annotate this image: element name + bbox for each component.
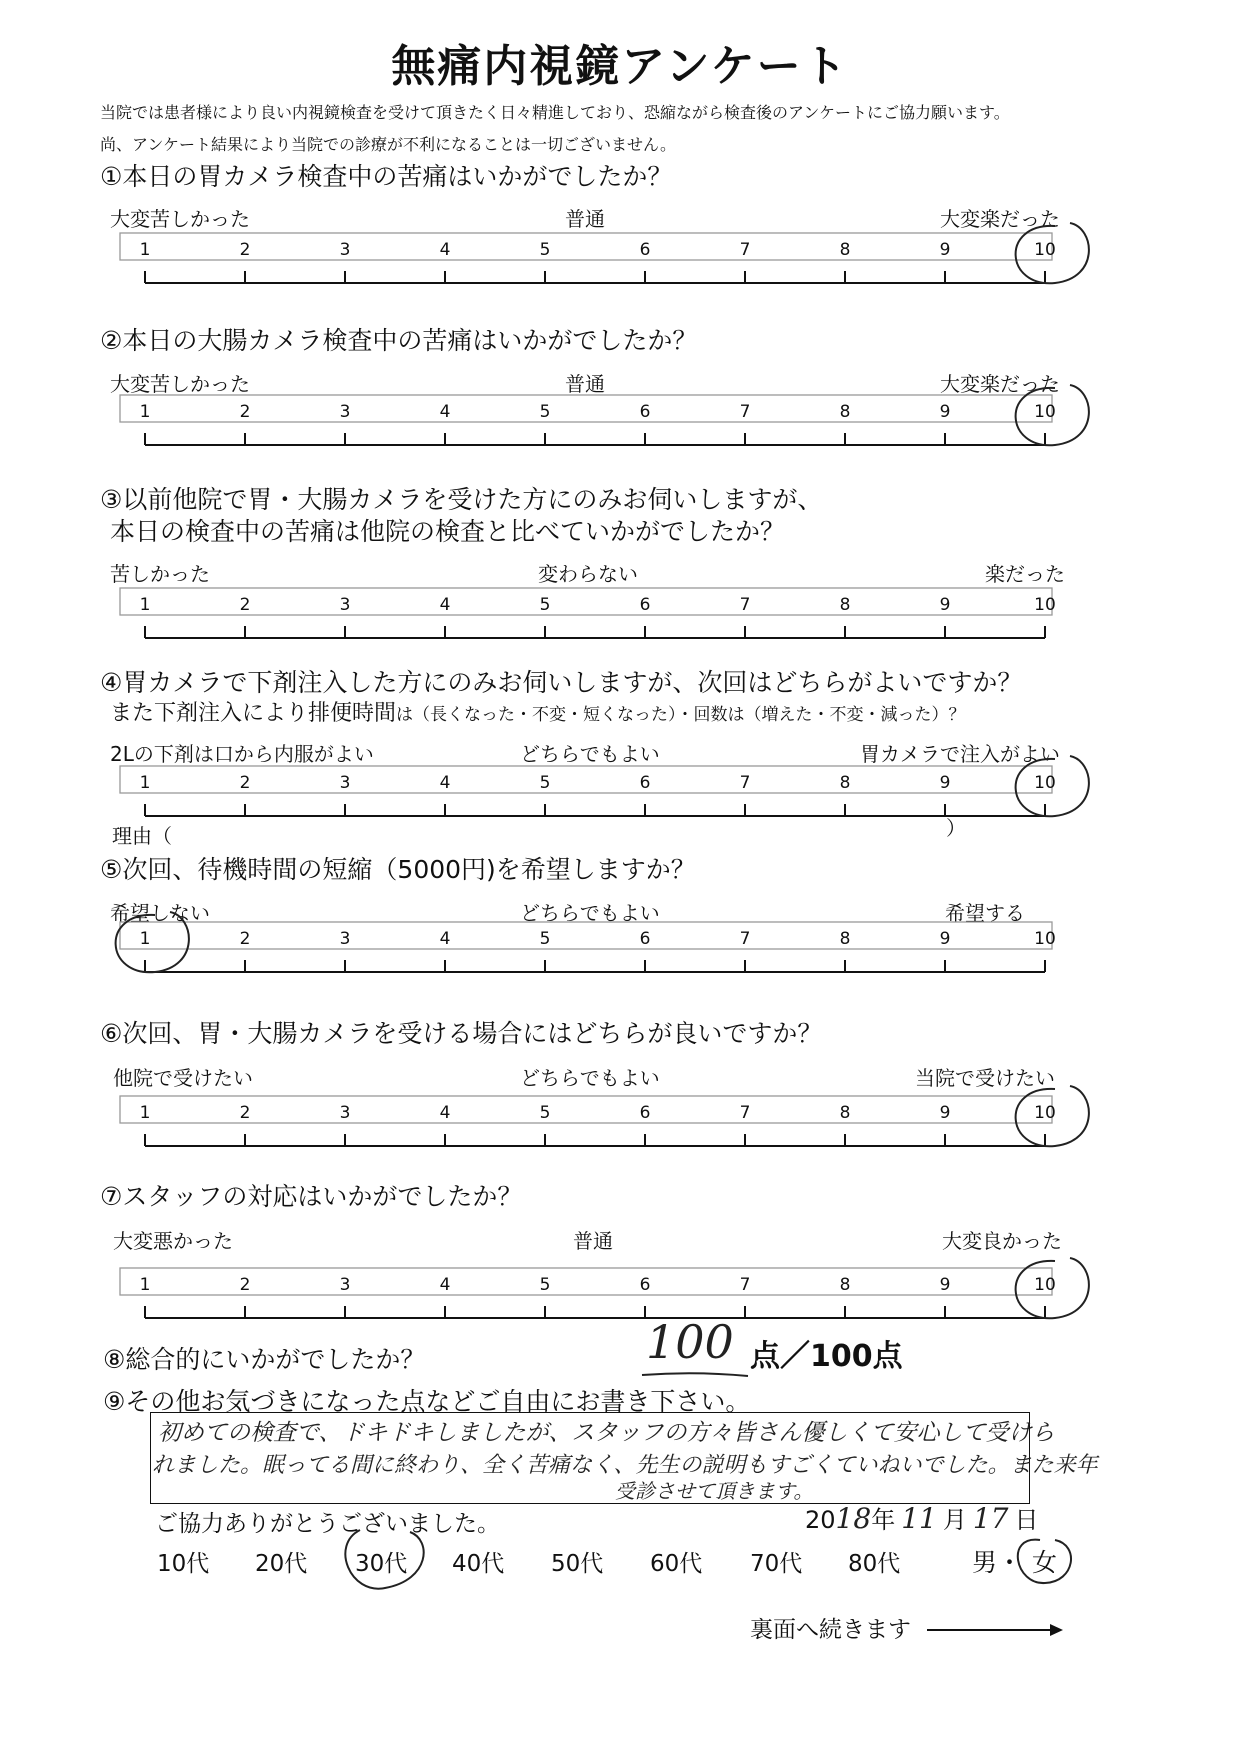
q2-scale-number: 7 bbox=[739, 402, 751, 422]
q4-text: ④胃カメラで下剤注入した方にのみお伺いしますが、次回はどちらがよいですか？ bbox=[100, 668, 1023, 697]
q3-scale-number: 9 bbox=[939, 595, 951, 615]
q5-scale-number: 3 bbox=[339, 929, 351, 949]
q4-reason-label: 理由（ bbox=[112, 824, 172, 848]
q8-score: 100 bbox=[646, 1315, 734, 1369]
q4-scale-number: 2 bbox=[239, 773, 251, 793]
q4-scale-number: 1 bbox=[139, 773, 151, 793]
q5-scale-number: 7 bbox=[739, 929, 751, 949]
q4-scale-number: 4 bbox=[439, 773, 451, 793]
q2-scale-number: 8 bbox=[839, 402, 851, 422]
q4-scale-number: 7 bbox=[739, 773, 751, 793]
q7-scale-number: 10 bbox=[1034, 1275, 1056, 1295]
date-month: 11 bbox=[901, 1502, 937, 1535]
date-year: 18 bbox=[835, 1502, 872, 1535]
q4-scale-number: 10 bbox=[1034, 773, 1056, 793]
q2-scale-number: 9 bbox=[939, 402, 951, 422]
q8-score-underline bbox=[640, 1370, 750, 1380]
q7-left-label: 大変悪かった bbox=[113, 1229, 233, 1253]
q4-text-2c: は（増えた・不変・減った）？ bbox=[727, 705, 966, 725]
q4-mid-label: どちらでもよい bbox=[520, 742, 660, 766]
q1-scale-number: 7 bbox=[739, 240, 751, 260]
age-option-20[interactable]: 20代 bbox=[255, 1551, 308, 1577]
q6-scale-number: 2 bbox=[239, 1103, 251, 1123]
q6-scale-number: 9 bbox=[939, 1103, 951, 1123]
q4-scale-box bbox=[120, 766, 1052, 793]
q2-scale-number: 3 bbox=[339, 402, 351, 422]
q4-scale-number: 9 bbox=[939, 773, 951, 793]
q6-scale-number: 1 bbox=[139, 1103, 151, 1123]
gender-separator: ・ bbox=[997, 1548, 1023, 1577]
q1-scale-number: 6 bbox=[639, 240, 651, 260]
q2-scale-number: 10 bbox=[1034, 402, 1056, 422]
comment-line-1: 初めての検査で、ドキドキしましたが、スタッフの方々皆さん優しくて安心して受けら bbox=[158, 1420, 1055, 1446]
q3-text: ③以前他院で胃・大腸カメラを受けた方にのみお伺いしますが、 bbox=[100, 485, 823, 514]
q2-scale-number: 5 bbox=[539, 402, 551, 422]
date-month-label: 月 bbox=[942, 1506, 967, 1534]
q5-scale-box bbox=[120, 922, 1052, 949]
q4-left-label: 2Lの下剤は口から内服がよい bbox=[110, 742, 374, 766]
q9-text: ⑨その他お気づきになった点などご自由にお書き下さい。 bbox=[103, 1387, 751, 1416]
continue-arrow-icon bbox=[925, 1614, 1065, 1644]
q3-left-label: 苦しかった bbox=[110, 562, 210, 586]
q3-mid-label: 変わらない bbox=[538, 562, 638, 586]
q8-text: ⑧総合的にいかがでしたか？ bbox=[103, 1345, 426, 1374]
q5-scale-number: 6 bbox=[639, 929, 651, 949]
age-option-30[interactable]: 30代 bbox=[355, 1551, 408, 1577]
q7-scale-box bbox=[120, 1268, 1052, 1295]
q3-scale-number: 7 bbox=[739, 595, 751, 615]
q3-scale-box bbox=[120, 588, 1052, 615]
q4-scale-number: 8 bbox=[839, 773, 851, 793]
q6-mid-label: どちらでもよい bbox=[520, 1066, 660, 1090]
gender-options bbox=[972, 1543, 1057, 1579]
age-option-70[interactable]: 70代 bbox=[750, 1551, 803, 1577]
q3-scale-number: 2 bbox=[239, 595, 251, 615]
q3-scale-number: 1 bbox=[139, 595, 151, 615]
q3-scale-number: 5 bbox=[539, 595, 551, 615]
q5-right-label: 希望する bbox=[945, 901, 1025, 925]
age-option-40[interactable]: 40代 bbox=[452, 1551, 505, 1577]
gender-female[interactable]: 女 bbox=[1032, 1548, 1058, 1577]
date-year-label: 年 bbox=[871, 1506, 896, 1534]
q1-scale-number: 5 bbox=[539, 240, 551, 260]
q7-scale-number: 6 bbox=[639, 1275, 651, 1295]
gender-male[interactable]: 男 bbox=[972, 1548, 998, 1577]
q5-answer-circle bbox=[116, 912, 189, 972]
q1-scale-number: 3 bbox=[339, 240, 351, 260]
q3-scale-number: 3 bbox=[339, 595, 351, 615]
date-day-label: 日 bbox=[1014, 1506, 1039, 1534]
q2-scale-number: 6 bbox=[639, 402, 651, 422]
q4-text-2a: また下剤注入により排便時間 bbox=[110, 701, 397, 726]
q5-scale-number: 5 bbox=[539, 929, 551, 949]
q1-left-label: 大変苦しかった bbox=[110, 207, 250, 231]
q7-scale-number: 3 bbox=[339, 1275, 351, 1295]
q5-scale-number: 1 bbox=[139, 929, 151, 949]
page-title: 無痛内視鏡アンケート bbox=[391, 41, 849, 92]
q2-scale-number: 2 bbox=[239, 402, 251, 422]
q4-scale-number: 6 bbox=[639, 773, 651, 793]
q5-scale-number: 4 bbox=[439, 929, 451, 949]
age-option-50[interactable]: 50代 bbox=[551, 1551, 604, 1577]
q7-scale-number: 8 bbox=[839, 1275, 851, 1295]
q3-scale-number: 10 bbox=[1034, 595, 1056, 615]
q2-mid-label: 普通 bbox=[565, 372, 605, 396]
date-field bbox=[805, 1500, 1038, 1535]
q6-scale-number: 8 bbox=[839, 1103, 851, 1123]
comment-line-2: れました。眠ってる間に終わり、全く苦痛なく、先生の説明もすごくていねいでした。また来年 bbox=[152, 1453, 1098, 1478]
q3-text-2: 本日の検査中の苦痛は他院の検査と比べていかがでしたか？ bbox=[110, 517, 786, 546]
q7-scale-number: 1 bbox=[139, 1275, 151, 1295]
q6-scale-number: 10 bbox=[1034, 1103, 1056, 1123]
q5-text: ⑤次回、待機時間の短縮（5000円)を希望しますか？ bbox=[100, 855, 696, 884]
q5-scale-number: 8 bbox=[839, 929, 851, 949]
q7-scale-number: 2 bbox=[239, 1275, 251, 1295]
q4-scale-number: 3 bbox=[339, 773, 351, 793]
q1-scale-number: 10 bbox=[1034, 240, 1056, 260]
q3-scale-number: 4 bbox=[439, 595, 451, 615]
q4-scale-number: 5 bbox=[539, 773, 551, 793]
q1-mid-label: 普通 bbox=[565, 207, 605, 231]
q5-scale-number: 9 bbox=[939, 929, 951, 949]
age-option-80[interactable]: 80代 bbox=[848, 1551, 901, 1577]
q3-right-label: 楽だった bbox=[985, 562, 1065, 586]
q2-scale-number: 1 bbox=[139, 402, 151, 422]
date-prefix: 20 bbox=[805, 1506, 836, 1534]
intro-line-2: 尚、アンケート結果により当院での診療が不利になることは一切ございません。 bbox=[100, 135, 677, 154]
q6-scale-number: 4 bbox=[439, 1103, 451, 1123]
q1-scale-number: 8 bbox=[839, 240, 851, 260]
q7-scale-number: 7 bbox=[739, 1275, 751, 1295]
date-day: 17 bbox=[972, 1502, 1009, 1535]
q6-scale-number: 3 bbox=[339, 1103, 351, 1123]
q5-left-label: 希望しない bbox=[110, 901, 210, 925]
q1-scale-number: 2 bbox=[239, 240, 251, 260]
q7-right-label: 大変良かった bbox=[942, 1229, 1062, 1253]
q2-text: ②本日の大腸カメラ検査中の苦痛はいかがでしたか？ bbox=[100, 326, 698, 355]
q2-scale-number: 4 bbox=[439, 402, 451, 422]
q1-right-label: 大変楽だった bbox=[940, 207, 1060, 231]
q6-left-label: 他院で受けたい bbox=[113, 1066, 253, 1090]
q2-left-label: 大変苦しかった bbox=[110, 372, 250, 396]
q1-text: ①本日の胃カメラ検査中の苦痛はいかがでしたか？ bbox=[100, 162, 673, 191]
q6-scale-number: 5 bbox=[539, 1103, 551, 1123]
q6-scale-number: 7 bbox=[739, 1103, 751, 1123]
q4-right-label: 胃カメラで注入がよい bbox=[860, 742, 1060, 766]
q7-scale-number: 4 bbox=[439, 1275, 451, 1295]
q1-scale-number: 9 bbox=[939, 240, 951, 260]
q1-scale-number: 1 bbox=[139, 240, 151, 260]
comment-line-3: 受診させて頂きます。 bbox=[615, 1479, 814, 1503]
q2-scale-box bbox=[120, 395, 1052, 422]
age-option-60[interactable]: 60代 bbox=[650, 1551, 703, 1577]
q2-right-label: 大変楽だった bbox=[940, 372, 1060, 396]
q7-text: ⑦スタッフの対応はいかがでしたか？ bbox=[100, 1182, 523, 1211]
q5-scale-number: 2 bbox=[239, 929, 251, 949]
q4-text-2b: は（長くなった・不変・短くなった）・回数 bbox=[396, 705, 728, 725]
q7-scale-number: 9 bbox=[939, 1275, 951, 1295]
q7-mid-label: 普通 bbox=[573, 1229, 613, 1253]
thanks-text: ご協力ありがとうございました。 bbox=[155, 1511, 500, 1537]
q1-scale-number: 4 bbox=[439, 240, 451, 260]
q3-scale-number: 6 bbox=[639, 595, 651, 615]
age-option-10[interactable]: 10代 bbox=[157, 1551, 210, 1577]
q5-scale-number: 10 bbox=[1034, 929, 1056, 949]
q8-suffix: 点／100点 bbox=[750, 1339, 903, 1374]
q1-scale-box bbox=[120, 233, 1052, 260]
q7-scale-number: 5 bbox=[539, 1275, 551, 1295]
intro-line-1: 当院では患者様により良い内視鏡検査を受けて頂きたく日々精進しており、恐縮ながら検査後のアンケートにご協力願います。 bbox=[100, 103, 1010, 122]
q6-right-label: 当院で受けたい bbox=[915, 1066, 1055, 1090]
q6-scale-box bbox=[120, 1096, 1052, 1123]
continue-note: 裏面へ続きます bbox=[750, 1617, 911, 1643]
q5-mid-label: どちらでもよい bbox=[520, 901, 660, 925]
q4-reason-close: ） bbox=[946, 816, 966, 840]
q3-scale-number: 8 bbox=[839, 595, 851, 615]
q6-scale-number: 6 bbox=[639, 1103, 651, 1123]
q6-text: ⑥次回、胃・大腸カメラを受ける場合にはどちらが良いですか？ bbox=[100, 1019, 823, 1048]
